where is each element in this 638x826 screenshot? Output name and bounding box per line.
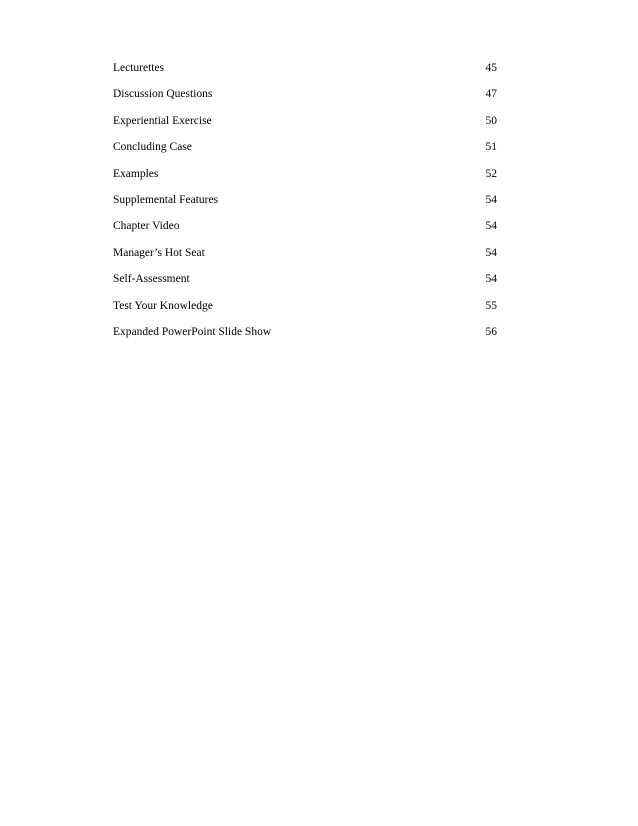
- toc-entry-title: Test Your Knowledge: [113, 299, 213, 312]
- toc-entry-discussion-questions: [113, 86, 497, 112]
- toc-entry-title: Experiential Exercise: [113, 114, 212, 127]
- toc-entry-page-number: 54: [485, 220, 497, 233]
- toc-entry-title: Manager’s Hot Seat: [113, 246, 205, 259]
- toc-entry-concluding-case: [113, 139, 497, 165]
- toc-entry-experiential-exercise: [113, 113, 497, 139]
- table-of-contents: [113, 60, 497, 350]
- toc-entry-page-number: 54: [485, 193, 497, 206]
- toc-entry-chapter-video: [113, 218, 497, 244]
- toc-entry-title: Lecturettes: [113, 62, 165, 74]
- toc-entry-title: Supplemental Features: [113, 193, 219, 206]
- toc-entry-self-assessment: [113, 271, 497, 297]
- toc-entry-page-number: 45: [485, 62, 497, 74]
- toc-entry-page-number: 47: [485, 88, 497, 101]
- toc-entry-page-number: 56: [485, 325, 497, 338]
- toc-entry-expanded-powerpoint-slide-show: [113, 324, 497, 350]
- toc-entry-title: Self-Assessment: [113, 273, 190, 286]
- toc-entry-title: Discussion Questions: [113, 88, 213, 101]
- toc-entry-page-number: 54: [485, 273, 497, 286]
- toc-entry-lecturettes: [113, 60, 497, 86]
- toc-entry-page-number: 54: [485, 246, 497, 259]
- toc-entry-page-number: 51: [485, 141, 497, 154]
- toc-entry-page-number: 52: [485, 167, 497, 180]
- toc-entry-page-number: 55: [485, 299, 497, 312]
- toc-entry-supplemental-features: [113, 192, 497, 218]
- toc-entry-title: Examples: [113, 167, 159, 180]
- toc-entry-managers-hot-seat: [113, 245, 497, 271]
- toc-entry-page-number: 50: [485, 114, 497, 127]
- toc-entry-title: Chapter Video: [113, 220, 180, 233]
- toc-entry-title: Expanded PowerPoint Slide Show: [113, 325, 272, 338]
- toc-entry-title: Concluding Case: [113, 141, 192, 154]
- toc-entry-test-your-knowledge: [113, 298, 497, 324]
- toc-entry-examples: [113, 166, 497, 192]
